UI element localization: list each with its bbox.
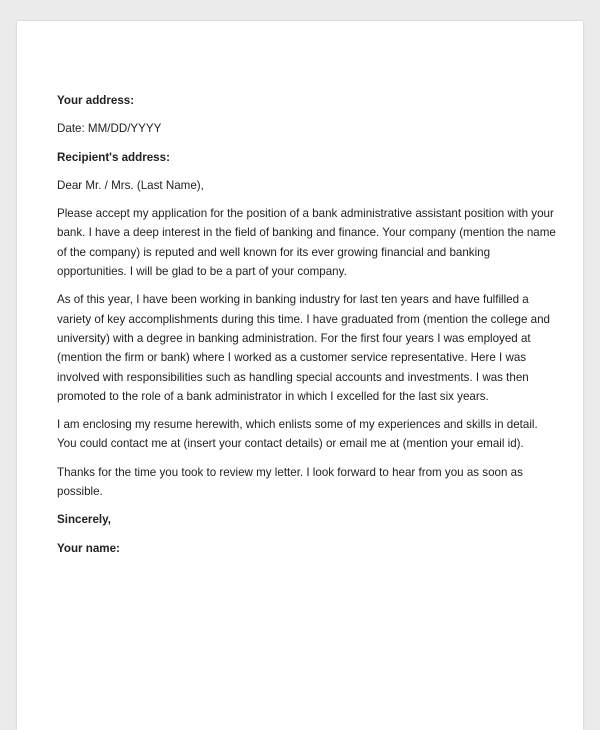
paragraph-line: Please accept my application for the position of a bank administrative assistant position with your [57, 207, 554, 221]
paragraph-line: involved with responsibilities such as handling special accounts and investments. I was then [57, 370, 529, 384]
paragraph-line: of the company) is reputed and well known for its ever growing financial and banking [57, 245, 491, 259]
paragraph-line: (mention the firm or bank) where I worked as a customer service representative. Here I was [57, 351, 527, 365]
paragraph-experience [57, 290, 562, 406]
paragraph-application [57, 204, 562, 281]
paragraph-line: opportunities. I will be glad to be a part of your company. [57, 265, 347, 279]
letter-body [57, 91, 562, 558]
paragraph-line: university) with a degree in banking administration. For the first four years I was employed at [57, 331, 531, 345]
recipient-address-label: Recipient's address: [57, 150, 170, 164]
paragraph-line: bank. I have a deep interest in the field of banking and finance. Your company (mention the name [57, 226, 556, 240]
salutation: Dear Mr. / Mrs. (Last Name), [57, 178, 204, 192]
sender-address-label: Your address: [57, 94, 135, 107]
date-line: Date: MM/DD/YYYY [57, 122, 162, 136]
paragraph-line: possible. [57, 485, 103, 499]
paragraph-line: As of this year, I have been working in banking industry for last ten years and have fulfilled a [57, 293, 529, 307]
paragraph-resume [57, 415, 562, 454]
paragraph-line: I am enclosing my resume herewith, which enlists some of my experiences and skills in detail. [57, 418, 538, 432]
paragraph-thanks [57, 463, 562, 502]
paragraph-line: promoted to the role of a bank administrator in which I excelled for the last six years. [57, 389, 489, 403]
signature-label: Your name: [57, 541, 120, 555]
document-page [17, 21, 583, 730]
paragraph-line: You could contact me at (insert your contact details) or email me at (mention your email id). [57, 437, 524, 451]
paragraph-line: variety of key accomplishments during this time. I have graduated from (mention the college and [57, 312, 550, 326]
paragraph-line: Thanks for the time you took to review my letter. I look forward to hear from you as soon as [57, 465, 523, 479]
closing: Sincerely, [57, 513, 111, 527]
